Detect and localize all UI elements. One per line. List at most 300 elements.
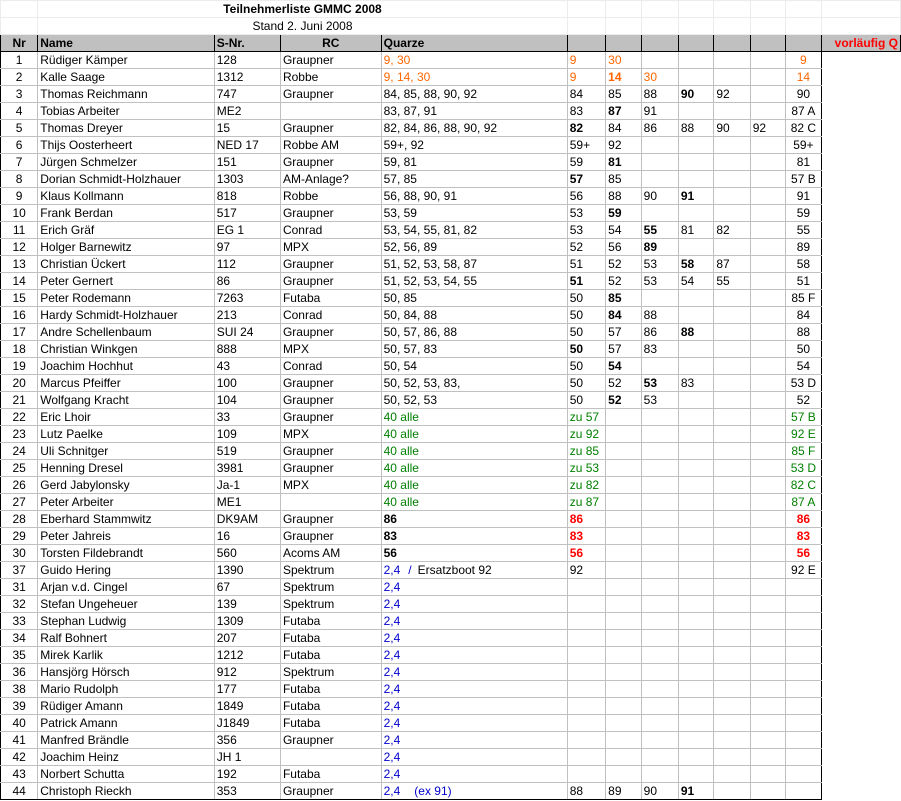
cell-q3[interactable]: 53 xyxy=(641,256,678,273)
cell-q5[interactable] xyxy=(714,460,750,477)
cell-quarze[interactable] xyxy=(381,579,567,596)
cell-snr[interactable]: 16 xyxy=(214,528,280,545)
cell-rc[interactable]: MPX xyxy=(280,426,381,443)
cell-quarze[interactable] xyxy=(381,443,567,460)
cell-rc[interactable]: Graupner xyxy=(280,392,381,409)
cell-nr[interactable]: 21 xyxy=(1,392,38,409)
cell-quarze[interactable] xyxy=(381,103,567,120)
cell-q1[interactable]: 56 xyxy=(567,545,605,562)
cell-q3[interactable]: 53 xyxy=(641,392,678,409)
cell-rc[interactable]: Acoms AM xyxy=(280,545,381,562)
header-vorlaeufig-q[interactable]: vorläufig Q xyxy=(821,35,900,52)
cell-q1[interactable]: 51 xyxy=(567,256,605,273)
cell-q4[interactable]: 91 xyxy=(678,188,714,205)
cell-quarze[interactable] xyxy=(381,749,567,766)
cell-q3[interactable] xyxy=(641,749,678,766)
cell-snr[interactable]: 1212 xyxy=(214,647,280,664)
cell-vorlaeufig-q[interactable]: 59 xyxy=(786,205,821,222)
cell-name[interactable]: Tobias Arbeiter xyxy=(38,103,215,120)
cell-q3[interactable] xyxy=(641,562,678,579)
cell-quarze[interactable] xyxy=(381,307,567,324)
cell-q4[interactable]: 81 xyxy=(678,222,714,239)
cell-nr[interactable]: 3 xyxy=(1,86,38,103)
cell-vorlaeufig-q[interactable] xyxy=(786,664,821,681)
cell-rc[interactable]: Graupner xyxy=(280,732,381,749)
cell-name[interactable]: Henning Dresel xyxy=(38,460,215,477)
cell-q2[interactable]: 56 xyxy=(606,239,642,256)
cell-vorlaeufig-q[interactable] xyxy=(786,766,821,783)
cell-name[interactable]: Andre Schellenbaum xyxy=(38,324,215,341)
cell-q6[interactable] xyxy=(750,341,786,358)
cell-q3[interactable] xyxy=(641,579,678,596)
cell-q3[interactable] xyxy=(641,766,678,783)
cell-q4[interactable] xyxy=(678,409,714,426)
cell-name[interactable]: Peter Arbeiter xyxy=(38,494,215,511)
cell-rc[interactable]: Futaba xyxy=(280,766,381,783)
cell-nr[interactable]: 33 xyxy=(1,613,38,630)
cell-q5[interactable] xyxy=(714,732,750,749)
cell-nr[interactable]: 2 xyxy=(1,69,38,86)
cell-q2[interactable]: 57 xyxy=(606,341,642,358)
cell-nr[interactable]: 30 xyxy=(1,545,38,562)
cell-vorlaeufig-q[interactable]: 92 E xyxy=(786,426,821,443)
cell-q5[interactable] xyxy=(714,511,750,528)
cell-name[interactable]: Norbert Schutta xyxy=(38,766,215,783)
cell-vorlaeufig-q[interactable]: 53 D xyxy=(786,375,821,392)
cell-snr[interactable]: 1309 xyxy=(214,613,280,630)
cell-rc[interactable]: Conrad xyxy=(280,307,381,324)
cell-q6[interactable] xyxy=(750,732,786,749)
cell-q6[interactable] xyxy=(750,137,786,154)
cell-rc[interactable]: Futaba xyxy=(280,715,381,732)
cell-nr[interactable]: 17 xyxy=(1,324,38,341)
cell-q5[interactable] xyxy=(714,443,750,460)
cell-name[interactable]: Patrick Amann xyxy=(38,715,215,732)
cell-quarze[interactable] xyxy=(381,222,567,239)
cell-q3[interactable]: 88 xyxy=(641,86,678,103)
cell-name[interactable]: Joachim Heinz xyxy=(38,749,215,766)
cell-q6[interactable] xyxy=(750,358,786,375)
cell-q5[interactable] xyxy=(714,392,750,409)
cell-name[interactable]: Joachim Hochhut xyxy=(38,358,215,375)
cell-q1[interactable] xyxy=(567,596,605,613)
cell-snr[interactable]: 177 xyxy=(214,681,280,698)
cell-q2[interactable]: 57 xyxy=(606,324,642,341)
cell-snr[interactable]: 519 xyxy=(214,443,280,460)
cell-q3[interactable] xyxy=(641,409,678,426)
cell-vorlaeufig-q[interactable] xyxy=(786,647,821,664)
cell-q5[interactable] xyxy=(714,358,750,375)
cell-q1[interactable] xyxy=(567,613,605,630)
cell-q1[interactable] xyxy=(567,579,605,596)
cell-rc[interactable]: Spektrum xyxy=(280,596,381,613)
cell-vorlaeufig-q[interactable]: 83 xyxy=(786,528,821,545)
cell-q4[interactable] xyxy=(678,443,714,460)
header-quarze[interactable]: Quarze xyxy=(381,35,567,52)
cell-vorlaeufig-q[interactable]: 85 F xyxy=(786,443,821,460)
cell-name[interactable]: Lutz Paelke xyxy=(38,426,215,443)
cell-q6[interactable] xyxy=(750,171,786,188)
cell-snr[interactable]: 818 xyxy=(214,188,280,205)
cell-q3[interactable] xyxy=(641,511,678,528)
cell-quarze[interactable] xyxy=(381,613,567,630)
cell-q3[interactable]: 83 xyxy=(641,341,678,358)
cell-q1[interactable]: 84 xyxy=(567,86,605,103)
cell-name[interactable]: Jürgen Schmelzer xyxy=(38,154,215,171)
cell-snr[interactable]: ME1 xyxy=(214,494,280,511)
cell-q3[interactable]: 86 xyxy=(641,324,678,341)
cell-snr[interactable]: 1312 xyxy=(214,69,280,86)
cell-q5[interactable]: 92 xyxy=(714,86,750,103)
cell-q4[interactable]: 91 xyxy=(678,783,714,800)
cell-quarze[interactable] xyxy=(381,358,567,375)
cell-q6[interactable] xyxy=(750,154,786,171)
cell-q6[interactable] xyxy=(750,783,786,800)
cell-q1[interactable]: zu 57 xyxy=(567,409,605,426)
cell-vorlaeufig-q[interactable]: 58 xyxy=(786,256,821,273)
cell-vorlaeufig-q[interactable]: 56 xyxy=(786,545,821,562)
cell-name[interactable]: Stefan Ungeheuer xyxy=(38,596,215,613)
cell-q4[interactable]: 58 xyxy=(678,256,714,273)
cell-vorlaeufig-q[interactable] xyxy=(786,630,821,647)
cell-name[interactable]: Christoph Rieckh xyxy=(38,783,215,800)
cell-name[interactable]: Eberhard Stammwitz xyxy=(38,511,215,528)
cell-snr[interactable]: JH 1 xyxy=(214,749,280,766)
cell-q6[interactable] xyxy=(750,52,786,69)
cell-q2[interactable]: 14 xyxy=(606,69,642,86)
cell-q1[interactable] xyxy=(567,732,605,749)
cell-vorlaeufig-q[interactable]: 81 xyxy=(786,154,821,171)
cell-q6[interactable] xyxy=(750,307,786,324)
cell-name[interactable]: Rüdiger Amann xyxy=(38,698,215,715)
cell-rc[interactable]: Graupner xyxy=(280,256,381,273)
cell-q5[interactable]: 90 xyxy=(714,120,750,137)
cell-q4[interactable]: 54 xyxy=(678,273,714,290)
cell-rc[interactable]: Robbe xyxy=(280,188,381,205)
cell-q4[interactable] xyxy=(678,341,714,358)
cell-q4[interactable] xyxy=(678,511,714,528)
cell-q2[interactable] xyxy=(606,477,642,494)
cell-q5[interactable] xyxy=(714,647,750,664)
cell-q1[interactable] xyxy=(567,749,605,766)
cell-name[interactable]: Marcus Pfeiffer xyxy=(38,375,215,392)
cell-vorlaeufig-q[interactable]: 59+ xyxy=(786,137,821,154)
cell-nr[interactable]: 32 xyxy=(1,596,38,613)
cell-name[interactable]: Peter Jahreis xyxy=(38,528,215,545)
cell-q2[interactable] xyxy=(606,715,642,732)
cell-q6[interactable] xyxy=(750,188,786,205)
cell-q4[interactable] xyxy=(678,681,714,698)
cell-name[interactable]: Rüdiger Kämper xyxy=(38,52,215,69)
cell-snr[interactable]: 67 xyxy=(214,579,280,596)
cell-vorlaeufig-q[interactable]: 87 A xyxy=(786,103,821,120)
cell-nr[interactable]: 8 xyxy=(1,171,38,188)
header-nr[interactable]: Nr xyxy=(1,35,38,52)
cell-q2[interactable] xyxy=(606,766,642,783)
cell-q3[interactable]: 55 xyxy=(641,222,678,239)
cell-q5[interactable] xyxy=(714,154,750,171)
cell-q6[interactable] xyxy=(750,273,786,290)
cell-q2[interactable] xyxy=(606,494,642,511)
cell-q2[interactable]: 85 xyxy=(606,290,642,307)
cell-nr[interactable]: 41 xyxy=(1,732,38,749)
cell-quarze[interactable] xyxy=(381,732,567,749)
cell-q1[interactable]: 9 xyxy=(567,69,605,86)
cell-q6[interactable] xyxy=(750,86,786,103)
cell-q1[interactable]: zu 82 xyxy=(567,477,605,494)
cell-q2[interactable] xyxy=(606,409,642,426)
cell-q6[interactable] xyxy=(750,290,786,307)
cell-name[interactable]: Manfred Brändle xyxy=(38,732,215,749)
cell-rc[interactable]: Conrad xyxy=(280,358,381,375)
cell-q6[interactable] xyxy=(750,477,786,494)
cell-q5[interactable] xyxy=(714,103,750,120)
cell-q6[interactable] xyxy=(750,664,786,681)
cell-rc[interactable]: Graupner xyxy=(280,409,381,426)
cell-quarze[interactable] xyxy=(381,715,567,732)
cell-q1[interactable]: 56 xyxy=(567,188,605,205)
sheet-title[interactable]: Teilnehmerliste GMMC 2008 xyxy=(38,1,568,18)
cell-q6[interactable] xyxy=(750,613,786,630)
cell-snr[interactable]: 97 xyxy=(214,239,280,256)
cell-nr[interactable]: 13 xyxy=(1,256,38,273)
cell-q3[interactable] xyxy=(641,528,678,545)
header-snr[interactable]: S-Nr. xyxy=(214,35,280,52)
cell-snr[interactable]: 356 xyxy=(214,732,280,749)
cell-name[interactable]: Arjan v.d. Cingel xyxy=(38,579,215,596)
cell-q4[interactable] xyxy=(678,69,714,86)
cell-q5[interactable] xyxy=(714,205,750,222)
cell-q6[interactable] xyxy=(750,528,786,545)
cell-q5[interactable]: 87 xyxy=(714,256,750,273)
cell-q4[interactable] xyxy=(678,477,714,494)
cell-q1[interactable]: zu 92 xyxy=(567,426,605,443)
cell-q5[interactable] xyxy=(714,290,750,307)
cell-vorlaeufig-q[interactable]: 51 xyxy=(786,273,821,290)
cell-q5[interactable] xyxy=(714,766,750,783)
cell-q4[interactable] xyxy=(678,392,714,409)
cell-quarze[interactable] xyxy=(381,171,567,188)
cell-nr[interactable]: 7 xyxy=(1,154,38,171)
cell-q3[interactable] xyxy=(641,613,678,630)
cell-nr[interactable]: 5 xyxy=(1,120,38,137)
cell-q2[interactable]: 81 xyxy=(606,154,642,171)
cell-vorlaeufig-q[interactable]: 52 xyxy=(786,392,821,409)
cell-q1[interactable]: 9 xyxy=(567,52,605,69)
cell-q6[interactable] xyxy=(750,443,786,460)
cell-q3[interactable]: 30 xyxy=(641,69,678,86)
cell-vorlaeufig-q[interactable]: 85 F xyxy=(786,290,821,307)
cell-q5[interactable] xyxy=(714,307,750,324)
cell-nr[interactable]: 42 xyxy=(1,749,38,766)
cell-q3[interactable] xyxy=(641,426,678,443)
cell-rc[interactable]: Graupner xyxy=(280,324,381,341)
cell-q5[interactable] xyxy=(714,715,750,732)
cell-nr[interactable]: 19 xyxy=(1,358,38,375)
cell-q4[interactable] xyxy=(678,647,714,664)
cell-q1[interactable] xyxy=(567,766,605,783)
cell-vorlaeufig-q[interactable]: 55 xyxy=(786,222,821,239)
cell-q5[interactable]: 55 xyxy=(714,273,750,290)
cell-q5[interactable] xyxy=(714,579,750,596)
cell-snr[interactable]: 912 xyxy=(214,664,280,681)
cell-q3[interactable]: 53 xyxy=(641,375,678,392)
cell-q5[interactable] xyxy=(714,239,750,256)
cell-q2[interactable]: 52 xyxy=(606,273,642,290)
cell-q4[interactable] xyxy=(678,698,714,715)
cell-q1[interactable]: 83 xyxy=(567,528,605,545)
cell-q6[interactable] xyxy=(750,681,786,698)
cell-q3[interactable]: 91 xyxy=(641,103,678,120)
cell-q5[interactable] xyxy=(714,630,750,647)
cell-nr[interactable]: 43 xyxy=(1,766,38,783)
cell-snr[interactable]: SUI 24 xyxy=(214,324,280,341)
cell-q4[interactable] xyxy=(678,154,714,171)
cell-q1[interactable] xyxy=(567,681,605,698)
cell-q5[interactable] xyxy=(714,477,750,494)
cell-snr[interactable]: 104 xyxy=(214,392,280,409)
cell-vorlaeufig-q[interactable] xyxy=(786,579,821,596)
cell-q2[interactable]: 52 xyxy=(606,375,642,392)
cell-nr[interactable]: 37 xyxy=(1,562,38,579)
cell-q6[interactable] xyxy=(750,426,786,443)
cell-quarze[interactable] xyxy=(381,205,567,222)
cell-rc[interactable]: Graupner xyxy=(280,375,381,392)
cell-name[interactable]: Christian Ückert xyxy=(38,256,215,273)
cell-quarze[interactable] xyxy=(381,528,567,545)
cell-q2[interactable] xyxy=(606,749,642,766)
cell-vorlaeufig-q[interactable]: 57 B xyxy=(786,171,821,188)
cell-q2[interactable] xyxy=(606,528,642,545)
cell-q2[interactable]: 52 xyxy=(606,392,642,409)
cell-nr[interactable]: 16 xyxy=(1,307,38,324)
cell-q1[interactable]: 50 xyxy=(567,307,605,324)
cell-q6[interactable] xyxy=(750,579,786,596)
cell-q2[interactable] xyxy=(606,426,642,443)
cell-nr[interactable]: 18 xyxy=(1,341,38,358)
cell-name[interactable]: Thomas Dreyer xyxy=(38,120,215,137)
cell-q6[interactable] xyxy=(750,375,786,392)
cell-q3[interactable]: 88 xyxy=(641,307,678,324)
cell-q2[interactable]: 89 xyxy=(606,783,642,800)
cell-snr[interactable]: 128 xyxy=(214,52,280,69)
cell-q1[interactable]: zu 53 xyxy=(567,460,605,477)
cell-nr[interactable]: 40 xyxy=(1,715,38,732)
cell-q4[interactable] xyxy=(678,239,714,256)
cell-q1[interactable]: 92 xyxy=(567,562,605,579)
cell-name[interactable]: Thijs Oosterheert xyxy=(38,137,215,154)
cell-q4[interactable] xyxy=(678,52,714,69)
cell-quarze[interactable] xyxy=(381,562,567,579)
cell-q5[interactable] xyxy=(714,545,750,562)
cell-name[interactable]: Uli Schnitger xyxy=(38,443,215,460)
cell-q6[interactable] xyxy=(750,460,786,477)
cell-nr[interactable]: 14 xyxy=(1,273,38,290)
cell-nr[interactable]: 1 xyxy=(1,52,38,69)
cell-q3[interactable]: 53 xyxy=(641,273,678,290)
cell-name[interactable]: Dorian Schmidt-Holzhauer xyxy=(38,171,215,188)
cell-q2[interactable] xyxy=(606,664,642,681)
cell-q4[interactable] xyxy=(678,613,714,630)
cell-rc[interactable]: Graupner xyxy=(280,528,381,545)
cell-snr[interactable]: 33 xyxy=(214,409,280,426)
cell-nr[interactable]: 36 xyxy=(1,664,38,681)
cell-snr[interactable]: 3981 xyxy=(214,460,280,477)
cell-q5[interactable] xyxy=(714,137,750,154)
cell-quarze[interactable] xyxy=(381,545,567,562)
cell-snr[interactable]: J1849 xyxy=(214,715,280,732)
cell-quarze[interactable] xyxy=(381,188,567,205)
cell-q4[interactable] xyxy=(678,596,714,613)
cell-vorlaeufig-q[interactable]: 14 xyxy=(786,69,821,86)
cell-nr[interactable]: 15 xyxy=(1,290,38,307)
cell-vorlaeufig-q[interactable] xyxy=(786,783,821,800)
header-rc[interactable]: RC xyxy=(280,35,381,52)
cell-vorlaeufig-q[interactable] xyxy=(786,698,821,715)
cell-name[interactable]: Hansjörg Hörsch xyxy=(38,664,215,681)
cell-q3[interactable] xyxy=(641,545,678,562)
cell-vorlaeufig-q[interactable]: 88 xyxy=(786,324,821,341)
cell-rc[interactable]: Futaba xyxy=(280,613,381,630)
cell-nr[interactable]: 23 xyxy=(1,426,38,443)
cell-name[interactable]: Eric Lhoir xyxy=(38,409,215,426)
cell-q4[interactable] xyxy=(678,766,714,783)
cell-q1[interactable] xyxy=(567,698,605,715)
cell-rc[interactable]: Graupner xyxy=(280,205,381,222)
cell-vorlaeufig-q[interactable] xyxy=(786,715,821,732)
cell-q5[interactable] xyxy=(714,749,750,766)
cell-q6[interactable] xyxy=(750,324,786,341)
cell-nr[interactable]: 31 xyxy=(1,579,38,596)
cell-q1[interactable]: 82 xyxy=(567,120,605,137)
cell-q2[interactable]: 84 xyxy=(606,307,642,324)
cell-snr[interactable]: 15 xyxy=(214,120,280,137)
cell-q1[interactable]: 52 xyxy=(567,239,605,256)
cell-q2[interactable] xyxy=(606,732,642,749)
cell-q4[interactable] xyxy=(678,307,714,324)
cell-q3[interactable] xyxy=(641,664,678,681)
cell-quarze[interactable] xyxy=(381,273,567,290)
cell-q6[interactable] xyxy=(750,392,786,409)
cell-q4[interactable] xyxy=(678,545,714,562)
cell-quarze[interactable] xyxy=(381,409,567,426)
cell-nr[interactable]: 44 xyxy=(1,783,38,800)
cell-rc[interactable] xyxy=(280,749,381,766)
cell-quarze[interactable] xyxy=(381,698,567,715)
cell-snr[interactable]: 109 xyxy=(214,426,280,443)
cell-q4[interactable]: 90 xyxy=(678,86,714,103)
cell-snr[interactable]: 7263 xyxy=(214,290,280,307)
cell-q6[interactable] xyxy=(750,630,786,647)
cell-rc[interactable]: Spektrum xyxy=(280,562,381,579)
cell-q5[interactable] xyxy=(714,341,750,358)
cell-snr[interactable]: 43 xyxy=(214,358,280,375)
cell-q5[interactable] xyxy=(714,375,750,392)
cell-nr[interactable]: 39 xyxy=(1,698,38,715)
cell-q3[interactable] xyxy=(641,443,678,460)
cell-quarze[interactable] xyxy=(381,154,567,171)
cell-rc[interactable]: Spektrum xyxy=(280,579,381,596)
cell-rc[interactable]: Graupner xyxy=(280,511,381,528)
cell-q3[interactable]: 89 xyxy=(641,239,678,256)
cell-q5[interactable] xyxy=(714,69,750,86)
cell-q3[interactable] xyxy=(641,460,678,477)
cell-quarze[interactable] xyxy=(381,630,567,647)
cell-q1[interactable]: 50 xyxy=(567,341,605,358)
cell-q4[interactable]: 83 xyxy=(678,375,714,392)
cell-rc[interactable]: Robbe xyxy=(280,69,381,86)
cell-rc[interactable]: Graupner xyxy=(280,460,381,477)
